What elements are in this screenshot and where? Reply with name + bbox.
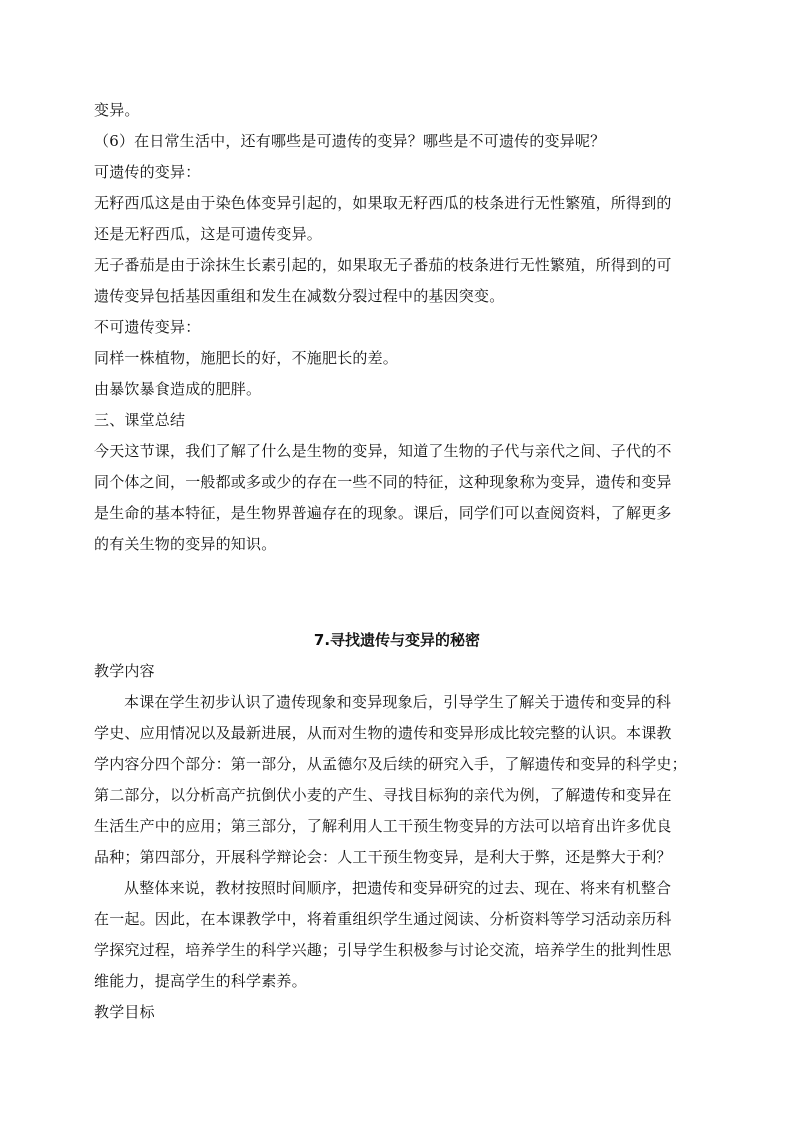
text-line: 第二部分，以分析高产抗倒伏小麦的产生、寻找目标狗的亲代为例，了解遗传和变异在: [94, 786, 672, 804]
section-heading-summary: 三、课堂总结: [94, 411, 186, 429]
text-line: 维能力，提高学生的科学素养。: [94, 972, 307, 990]
text-line: 无子番茄是由于涂抹生长素引起的，如果取无子番茄的枝条进行无性繁殖，所得到的可: [94, 256, 672, 274]
text-line: 同个体之间，一般都或多或少的存在一些不同的特征，这种现象称为变异，遗传和变异: [94, 473, 672, 491]
text-line: 遗传变异包括基因重组和发生在减数分裂过程中的基因突变。: [94, 287, 505, 305]
text-line: 学史、应用情况以及最新进展，从而对生物的遗传和变异形成比较完整的认识。本课教: [94, 724, 672, 742]
heading-teaching-content: 教学内容: [94, 662, 155, 680]
text-line: 还是无籽西瓜，这是可遗传变异。: [94, 225, 323, 243]
text-line: 同样一株植物，施肥长的好，不施肥长的差。: [94, 349, 399, 367]
lesson-title: 7.寻找遗传与变异的秘密: [313, 631, 481, 649]
text-line: 学内容分四个部分：第一部分，从孟德尔及后续的研究入手，了解遗传和变异的科学史；: [94, 755, 687, 773]
text-line: 从整体来说，教材按照时间顺序，把遗传和变异研究的过去、现在、将来有机整合: [124, 879, 672, 897]
text-line: 的有关生物的变异的知识。: [94, 535, 277, 553]
text-line: 生活生产中的应用；第三部分，了解利用人工干预生物变异的方法可以培育出许多优良: [94, 817, 672, 835]
text-line: 是生命的基本特征，是生物界普遍存在的现象。课后，同学们可以查阅资料，了解更多: [94, 504, 672, 522]
subheading-heritable: 可遗传的变异：: [94, 163, 201, 181]
text-line: 无籽西瓜这是由于染色体变异引起的，如果取无籽西瓜的枝条进行无性繁殖，所得到的: [94, 194, 672, 212]
text-line: 品种；第四部分，开展科学辩论会：人工干预生物变异，是利大于弊，还是弊大于利？: [94, 848, 672, 866]
text-line: 在一起。因此，在本课教学中，将着重组织学生通过阅读、分析资料等学习活动亲历科: [94, 910, 672, 928]
subheading-non-heritable: 不可遗传变异：: [94, 318, 201, 336]
text-line: 变异。: [94, 101, 140, 119]
text-line: 今天这节课，我们了解了什么是生物的变异，知道了生物的子代与亲代之间、子代的不: [94, 442, 672, 460]
question-line: （6）在日常生活中，还有哪些是可遗传的变异？哪些是不可遗传的变异呢？: [94, 132, 606, 150]
heading-teaching-goals: 教学目标: [94, 1003, 155, 1021]
text-line: 由暴饮暴食造成的肥胖。: [94, 380, 262, 398]
text-line: 本课在学生初步认识了遗传现象和变异现象后，引导学生了解关于遗传和变异的科: [124, 693, 672, 711]
text-line: 学探究过程，培养学生的科学兴趣；引导学生积极参与讨论交流，培养学生的批判性思: [94, 941, 672, 959]
